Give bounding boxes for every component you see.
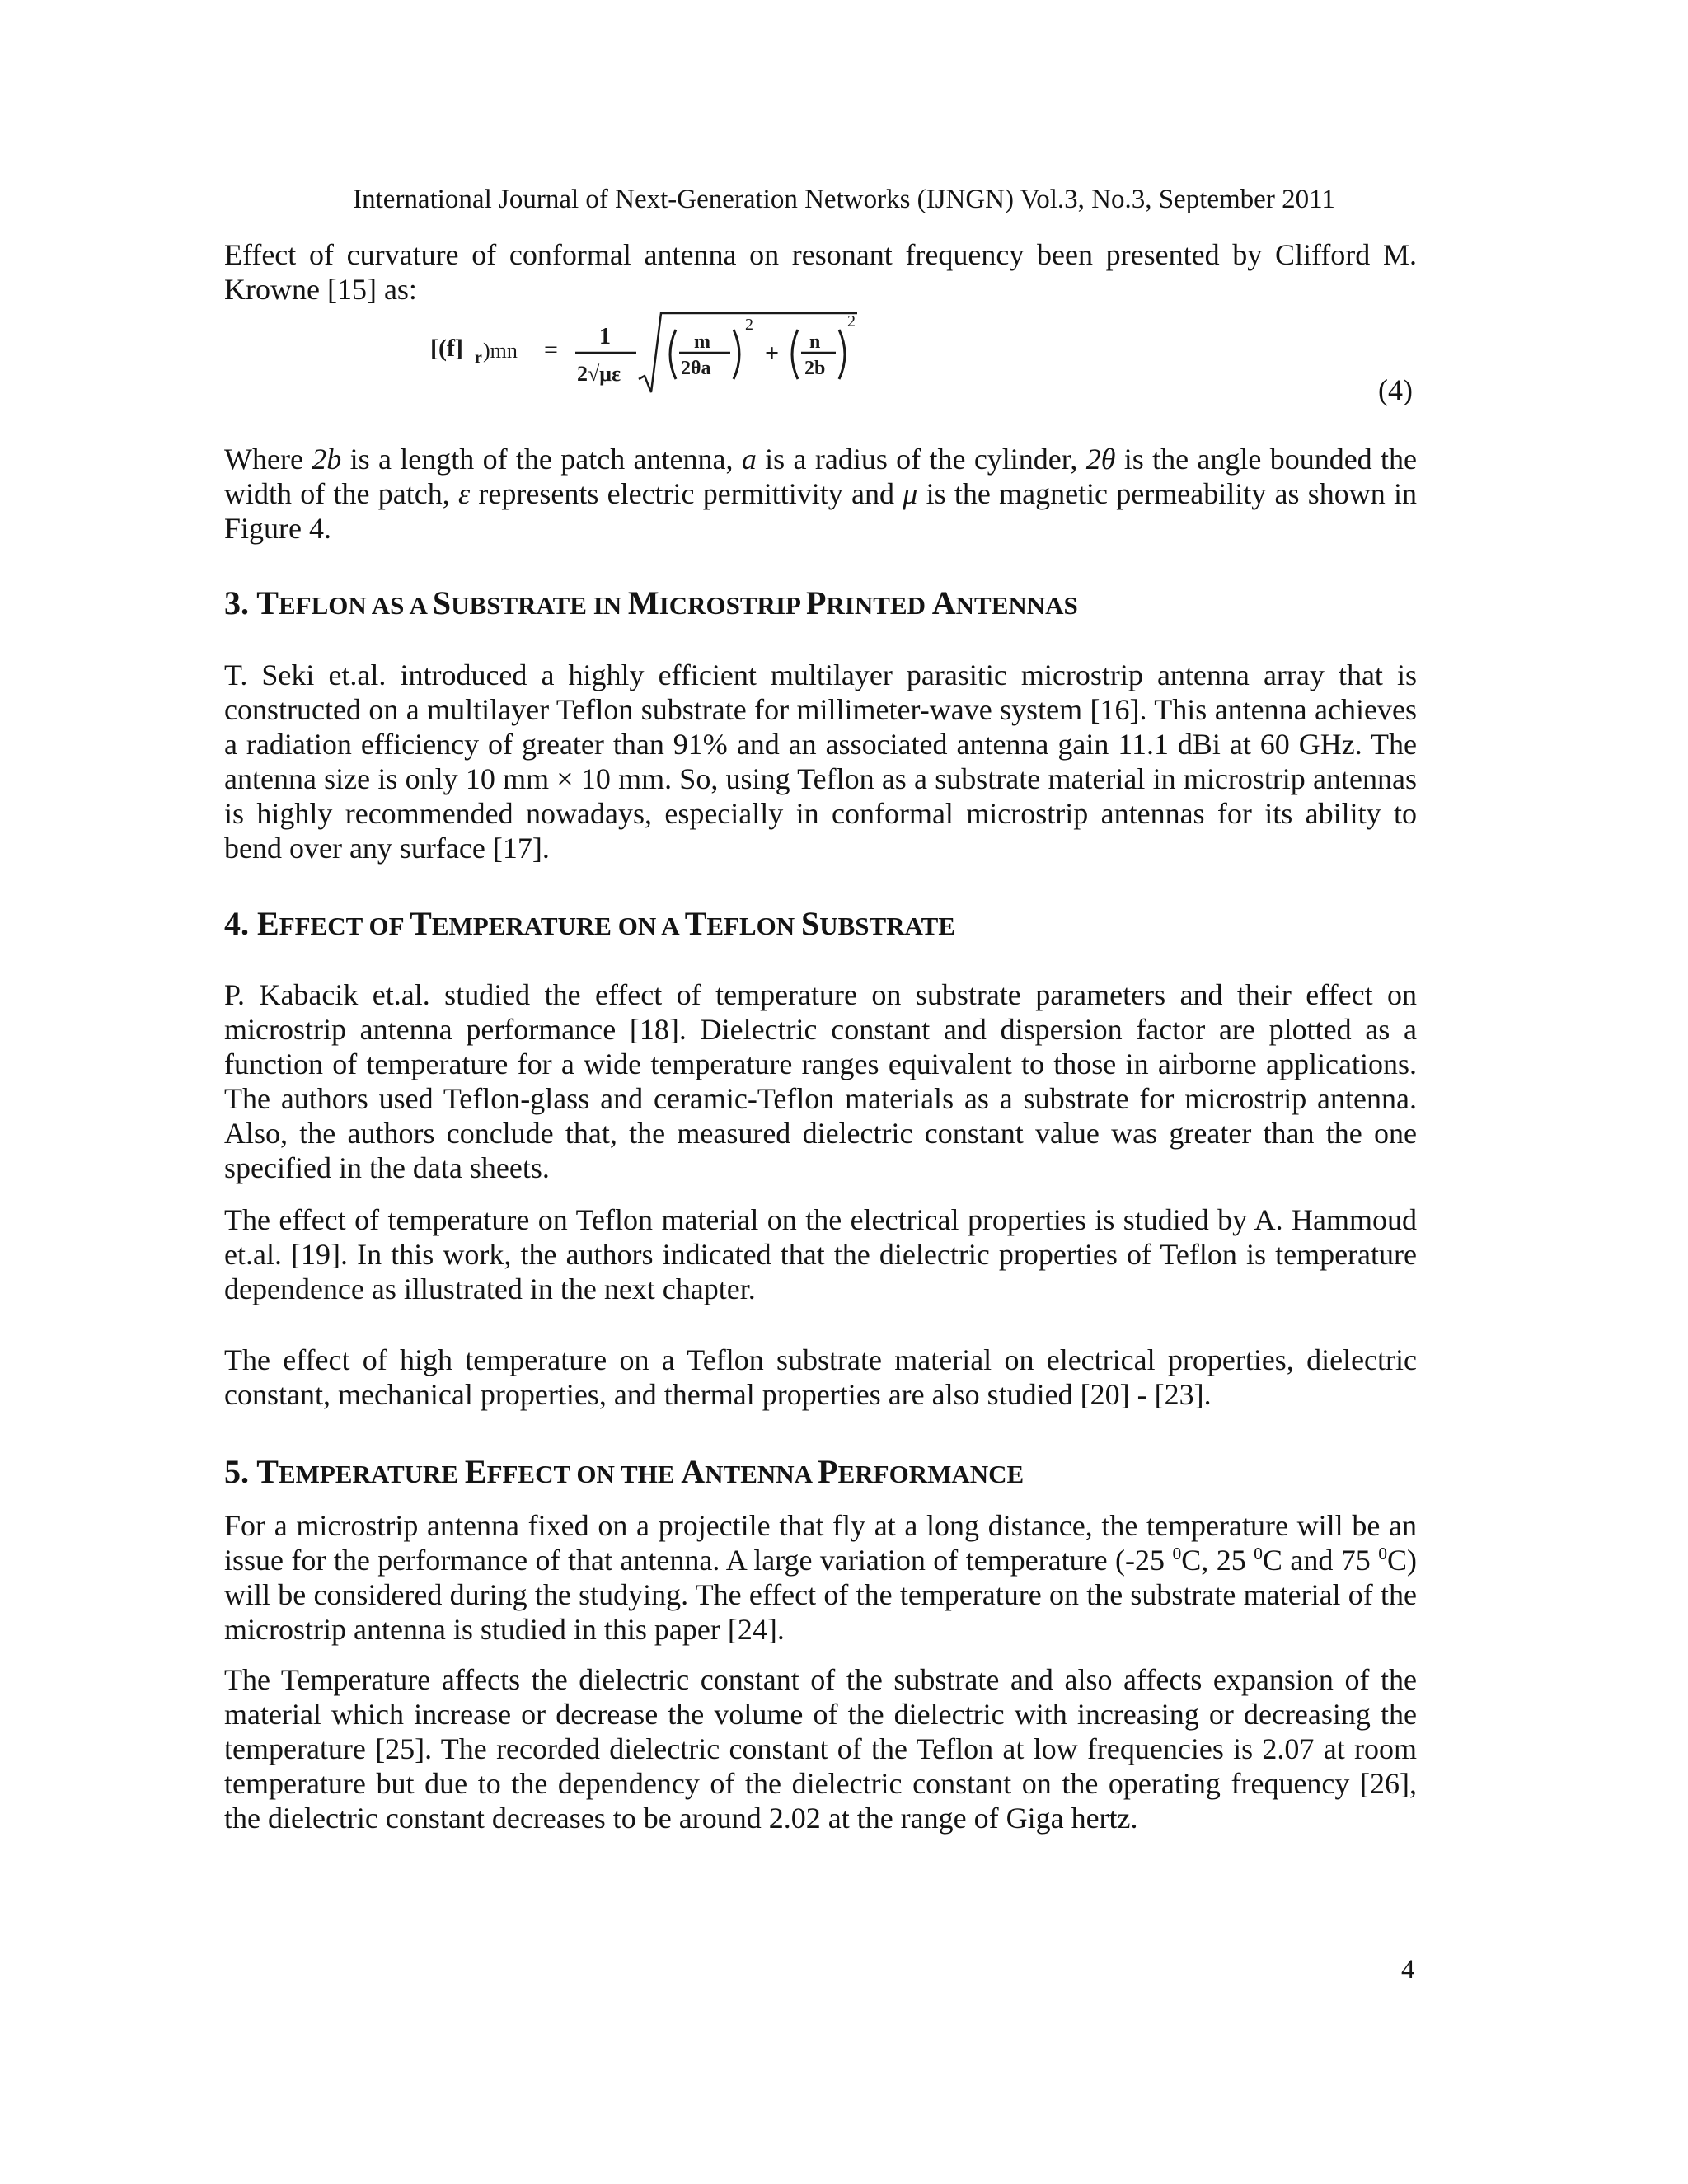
var-epsilon: ε	[457, 477, 471, 510]
eq-lhs-sub-mn: )mn	[483, 339, 518, 363]
eq-lhs: [(f]	[430, 335, 463, 362]
heading-part: T	[256, 1453, 279, 1490]
section-heading-3	[224, 583, 1078, 622]
paragraph-where	[224, 442, 1417, 546]
heading-part: M	[627, 584, 659, 621]
heading-part: T	[256, 584, 279, 621]
text-span: C and 75	[1262, 1544, 1379, 1577]
var-2b: 2b	[312, 443, 342, 476]
paragraph-high-temperature: The effect of high temperature on a Teflon substrate material on electrical properties, dielectric constant, mechanical properties, and thermal properties are also studied [20] - [23].	[224, 1343, 1417, 1411]
heading-part: NTENNA	[705, 1460, 818, 1488]
eq-exp-2: 2	[847, 312, 856, 330]
paragraph-krowne: Effect of curvature of conformal antenna on resonant frequency been presented by Clifford M. Krowne [15] as:	[224, 238, 1417, 306]
heading-part: UBSTRATE IN	[451, 591, 628, 620]
text-span: For a microstrip antenna fixed on a projectile that fly at a long distance, the temperature will be an issue for the performance of that antenna. A large variation of temperature (-25	[224, 1509, 1417, 1577]
degree-sup: 0	[1172, 1544, 1182, 1563]
paren-right-m	[734, 330, 739, 379]
heading-part: EMPERATURE ON A	[431, 912, 685, 940]
heading-part: S	[800, 905, 820, 942]
paragraph-hammoud: The effect of temperature on Teflon material on the electrical properties is studied by A. Hammoud et.al. [19]. In this work, the authors indicated that the dielectric properties of Teflon is temperature dependence as illustrated in the next chapter.	[224, 1203, 1417, 1305]
text-span: is the angle bounded the width of the patch,	[224, 443, 1417, 510]
eq-frac1-den: 2√με	[577, 362, 621, 386]
equation-4	[429, 307, 857, 397]
heading-part: EFLON AS A	[278, 591, 433, 620]
eq-m: m	[694, 331, 710, 353]
eq-exp-1: 2	[745, 316, 753, 334]
eq-frac1-num: 1	[599, 324, 611, 349]
heading-part: EFLON	[706, 912, 801, 940]
heading-part: EMPERATURE	[278, 1460, 465, 1488]
heading-part: FFECT ON THE	[486, 1460, 682, 1488]
paren-left-m	[670, 330, 676, 379]
text-span: C) will be considered during the studying. The effect of the temperature on the substrate material of the microstrip antenna is studied in this paper [24].	[224, 1544, 1417, 1646]
paren-left-n	[792, 330, 798, 379]
heading-part: ICROSTRIP	[659, 591, 806, 620]
eq-plus: +	[765, 340, 780, 367]
eq-den-n: 2b	[804, 358, 826, 379]
heading-part: FFECT OF	[279, 912, 410, 940]
text-span: Where	[224, 443, 312, 476]
heading-part: UBSTRATE	[819, 912, 955, 940]
page-number: 4	[1401, 1955, 1415, 1985]
heading-part: T	[684, 905, 707, 942]
var-mu: μ	[903, 477, 918, 510]
text-span: is a radius of the cylinder,	[756, 443, 1086, 476]
heading-part: E	[464, 1453, 487, 1490]
eq-equals: =	[544, 336, 558, 363]
section-heading-4	[224, 904, 955, 943]
paragraph-projectile	[224, 1508, 1417, 1647]
heading-number: 5.	[224, 1453, 257, 1490]
running-header: International Journal of Next-Generation Networks (IJNGN) Vol.3, No.3, September 2011	[353, 185, 1335, 214]
paren-right-n	[839, 330, 845, 379]
section-heading-5	[224, 1452, 1024, 1491]
heading-part: A	[681, 1453, 706, 1490]
heading-part: P	[805, 584, 827, 621]
text-span: represents electric permittivity and	[470, 477, 903, 510]
var-theta: 2θ	[1085, 443, 1116, 476]
heading-part: E	[257, 905, 279, 942]
heading-part: T	[410, 905, 432, 942]
degree-sup: 0	[1378, 1544, 1387, 1563]
heading-part: S	[432, 584, 452, 621]
var-a: a	[741, 443, 757, 476]
heading-part: NTENNAS	[955, 591, 1078, 620]
eq-n: n	[809, 331, 821, 353]
paragraph-kabacik: P. Kabacik et.al. studied the effect of temperature on substrate parameters and their effect on microstrip antenna performance [18]. Dielectric constant and dispersion factor are plotted as a function of temperature for a wide temperature ranges equivalent to those in airborne applications. The authors used Teflon-glass and ceramic-Teflon materials as a substrate for microstrip antenna. Also, the authors conclude that, the measured dielectric constant value was greater than the one specified in the data sheets.	[224, 978, 1417, 1184]
heading-number: 4.	[224, 905, 257, 942]
degree-sup: 0	[1254, 1544, 1263, 1563]
eq-lhs-sub-r: r	[475, 349, 482, 367]
paragraph-dielectric-constant: The Temperature affects the dielectric constant of the substrate and also affects expansion of the material which increase or decrease the volume of the dielectric with increasing or decreasing the temperature [25]. The recorded dielectric constant of the Teflon at low frequencies is 2.07 at room temperature but due to the dependency of the dielectric constant on the operating frequency [26], the dielectric constant decreases to be around 2.02 at the range of Giga hertz.	[224, 1663, 1417, 1835]
paragraph-seki: T. Seki et.al. introduced a highly efficient multilayer parasitic microstrip antenna array that is constructed on a multilayer Teflon substrate for millimeter-wave system [16]. This antenna achieves a radiation efficiency of greater than 91% and an associated antenna gain 11.1 dBi at 60 GHz. The antenna size is only 10 mm × 10 mm. So, using Teflon as a substrate material in microstrip antennas is highly recommended nowadays, especially in conformal microstrip antennas for its ability to bend over any surface [17].	[224, 658, 1417, 865]
heading-number: 3.	[224, 584, 257, 621]
heading-part: P	[818, 1453, 838, 1490]
heading-part: RINTED	[826, 591, 932, 620]
heading-part: A	[931, 584, 956, 621]
eq-den-m: 2θa	[681, 358, 711, 379]
heading-part: ERFORMANCE	[837, 1460, 1025, 1488]
text-span: is a length of the patch antenna,	[341, 443, 742, 476]
text-span: is the magnetic permeability as shown in Figure 4.	[224, 477, 1417, 545]
equation-number: (4)	[1378, 373, 1413, 406]
text-span: C, 25	[1181, 1544, 1254, 1577]
